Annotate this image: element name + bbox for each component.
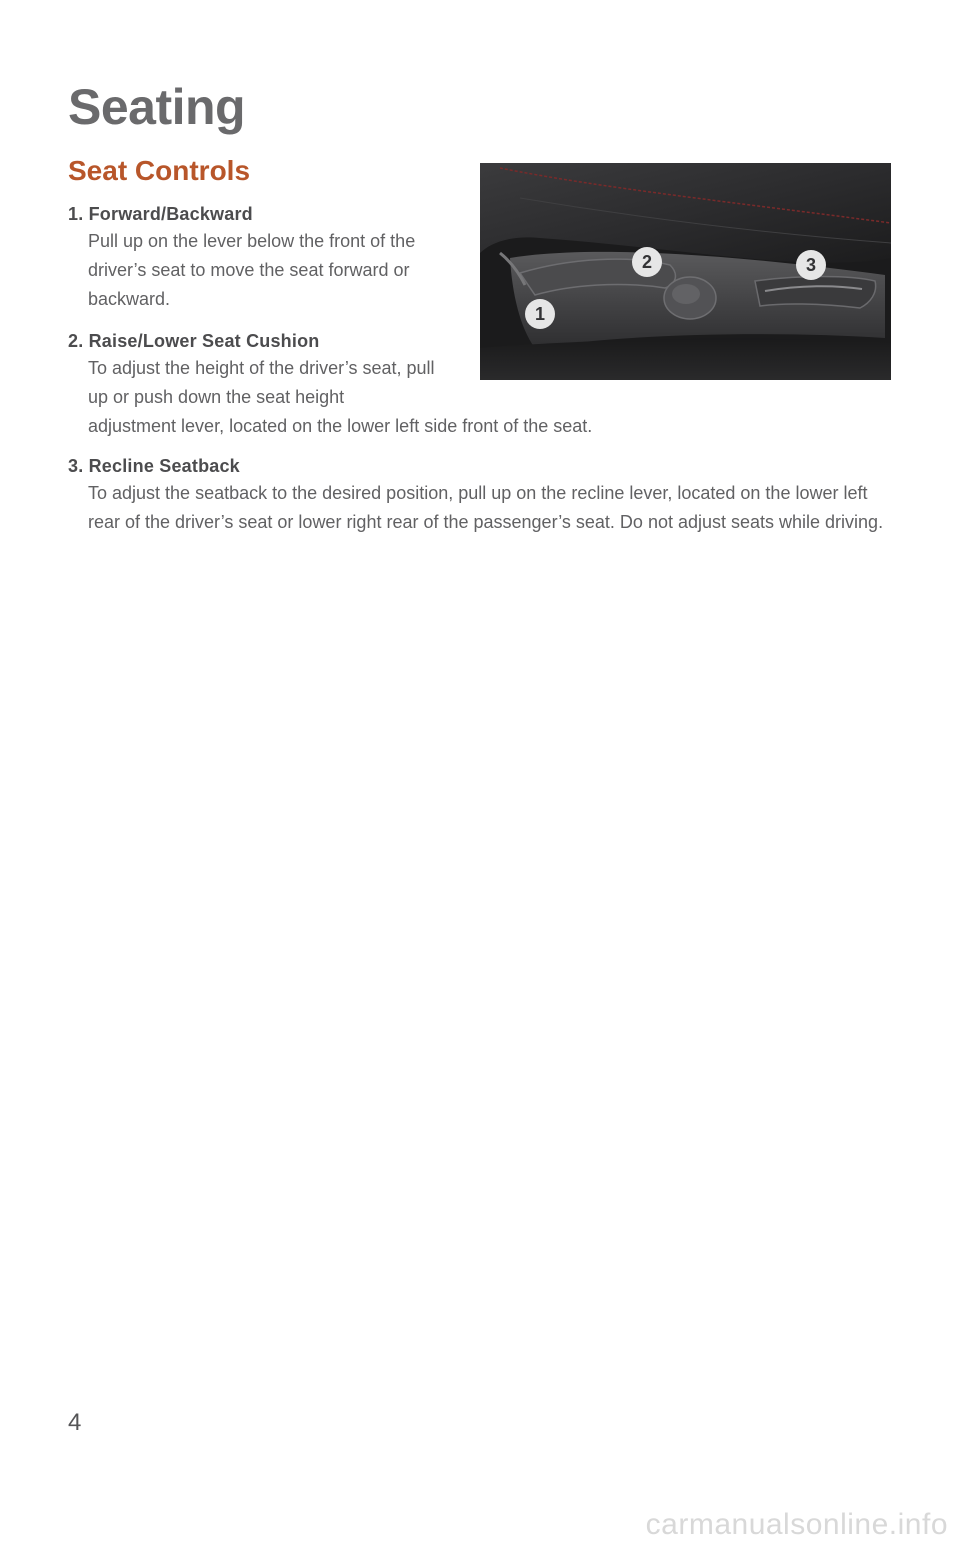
instruction-body: To adjust the seatback to the desired position, pull up on the recline lever, located on the lower left rear of the driver’s seat or lower right rear of the passenger’s seat. Do not adjust seats while driving. [88,483,884,532]
callout-2 [632,247,662,277]
svg-text:2: 2 [641,252,653,272]
instruction-body: Pull up on the lever below the front of the driver’s seat to move the seat forward or backward. [88,231,416,309]
instruction-recline [68,453,888,537]
section-title: Seat Controls [68,155,251,186]
instruction-forward-backward [68,201,458,314]
watermark: carmanualsonline.info [645,1508,948,1541]
instruction-heading: 3. Recline Seatback [68,456,240,476]
page-title: Seating [68,79,246,135]
instruction-heading: 2. Raise/Lower Seat Cushion [68,331,320,351]
svg-text:1: 1 [534,304,546,324]
instruction-heading: 1. Forward/Backward [68,204,253,224]
callout-1 [525,299,555,329]
instruction-body-part2: adjustment lever, located on the lower left side front of the seat. [88,416,593,436]
svg-text:3: 3 [805,255,817,275]
instruction-raise-lower [68,328,888,441]
page-number: 4 [68,1409,82,1436]
instruction-body-part1: To adjust the height of the driver’s seat, pull up or push down the seat height [88,358,435,407]
instruction-body [68,354,888,441]
callout-3 [796,250,826,280]
